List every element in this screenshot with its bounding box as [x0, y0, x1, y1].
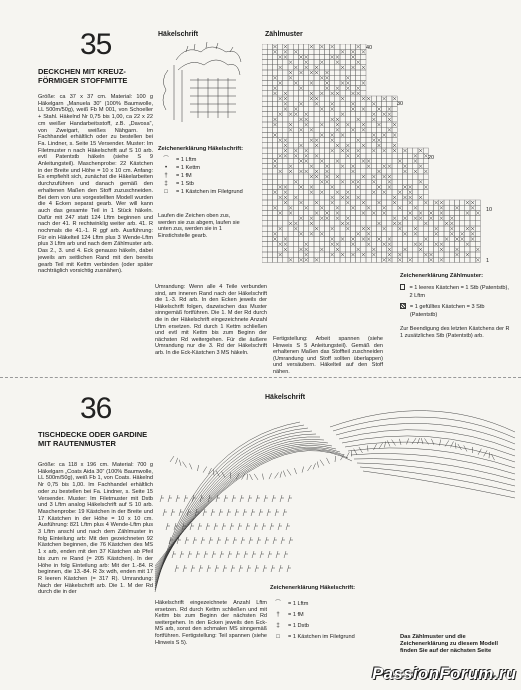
count-note-35: Zur Beendigung des letzten Kästchens der R 1 zusätzliches Stb (Patentstb) arb.: [400, 326, 510, 339]
legend-item: = 1 gefülltes Kästchen = 3 Stb (Patentstb): [400, 303, 510, 319]
mid-text-36: Häkelschrift eingezeichnete Anzahl Lftm ersetzen. Rd durch Kettm schließen und mit Kettm bis zum Beginn der nächsten Rd weitergehen. In den Ecken jeweils den Eck-MS arb, sonst den schmalen MS sinngemäß fortführen. Fertigstellung: Teil spannen (siehe Hinweis S 5).: [155, 600, 267, 646]
pattern-title-35: DECKCHEN MIT KREUZ-FÖRMIGER STOFFMITTE: [38, 67, 128, 85]
umrandung-text-35: Umrandung: Wenn alle 4 Teile verbunden sind, am inneren Rand nach der Häkelschrift die 1.-3. Rd arb. In den Ecken jeweils der Häkelschrift folgen, dazwischen das Muster sinngemäß fortführen. Die 1. M der Rd durch die in der Häkelschrift eingezeichnete Anzahl Lftm ersetzen. Rd durch 1 Kettm schließen und evtl mit Kettm bis zum Beginn der nächsten Rd weitergehen. Für die äußere Umrandung nur die 3. Rd der Häkelschrift arb. In die Eck-Kästchen 3 MS häkeln.: [155, 284, 267, 356]
single-crochet-icon: †: [164, 173, 168, 179]
chain-stitch-icon: ⌒: [274, 601, 281, 607]
legend-list-35: [160, 156, 243, 196]
legend-item: • = 1 Kettm: [160, 164, 243, 172]
axis-label-20: 20: [428, 155, 435, 161]
legend-item: † = 1 fM: [160, 172, 243, 180]
pattern-text-36: Größe: ca 118 x 196 cm. Material: 700 g Häkelgarn „Coats Aida 30“ (100% Baumwolle, LL 500m/50g), weiß Fb 1, von Coats. Häkelnd Nr 0,75 bis 1,00. Im Fachhandel erhältlich oder zu bestellen bei Fa. Lindner, s. Seite 15 Versender. Muster: Im Filetmuster mit Dstb und 3 Lftm analog Häkelschrift auf S 10 arb. Maschenprobe: 19 Kästchen in der Breite und 17 Kästchen in der Höhe = 10 x 10 cm. Ausführung: 821 Lftm plus 4 Wende-Lftm plus 3 Lftm anschl und nach dem Zählmuster in folg Einteilung arb: Mit den gezeichneten 92 Kästchen beginnen, die 76 Kästchen des MS 1 x arb, enden mit den 37 Kästchen ab Pfeil bis zum re Rand (= 205 Kästchen). In der Höhe in folg Einteilung arb: Mit der 1.-84. R beginnen, die 13.-84. R 3x wdh, enden mit 17 R leeren Kästchen (= 317 R). Umrandung: Nach der Häkelschrift arb. Die 1. M der Rd durch die in der: [38, 462, 153, 596]
legend-title-35: Zeichenerklärung Häkelschrift:: [158, 146, 244, 152]
treble-crochet-icon: ‡: [276, 623, 280, 629]
pattern-title-36: TISCHDECKE ODER GARDINE MIT RAUTENMUSTER: [38, 430, 148, 448]
legend-item: = 1 leeres Kästchen = 1 Stb (Patentstb), 2 Lftm: [400, 284, 510, 300]
filet-square-icon: □: [276, 634, 280, 640]
pattern-number-35: 35: [80, 28, 112, 61]
axis-label-1: 1: [486, 258, 490, 264]
filet-square-icon: □: [164, 189, 168, 195]
legend-title-36: Zeichenerklärung Häkelschrift:: [270, 585, 356, 591]
filet-count-chart-35: [262, 44, 484, 268]
watermark-logo: PassionForum.ru: [372, 664, 517, 683]
axis-label-10: 10: [486, 207, 493, 213]
crochet-chart-title-35: Häkelschrift: [158, 31, 199, 38]
legend-list-36: [272, 599, 355, 643]
slip-stitch-icon: •: [164, 165, 168, 171]
chain-stitch-icon: ⌒: [162, 157, 169, 163]
filled-square-icon: [400, 303, 406, 309]
fertigstellung-text-35: Fertigstellung: Arbeit spannen (siehe Hinweis S 5 Anleitungsteil). Gemäß den erhaltenen Maßen das Stoffteil zuschneiden (Umrandung und Stoff sollten überlappen) und versäubern. Häkelteil auf den Stoff nähen.: [273, 336, 383, 375]
legend-item: □ = 1 Kästchen im Filetgrund: [160, 188, 243, 196]
legend-item: ⌒ = 1 Lftm: [272, 599, 355, 610]
empty-square-icon: [400, 284, 405, 290]
section-divider: [0, 377, 521, 378]
count-chart-title-35: Zählmuster: [265, 31, 303, 38]
crochet-note-35: Laufen die Zeichen oben zus, werden sie zus abgem, laufen sie unten zus, werden sie in 1 Einstichstelle gearb.: [158, 213, 240, 239]
legend-item: ⌒ = 1 Lftm: [160, 156, 243, 164]
legend-item: □ = 1 Kästchen im Filetgrund: [272, 632, 355, 643]
pattern-text-35: Größe: ca 37 x 37 cm. Material: 100 g Häkelgarn „Manuela 30“ (100% Baumwolle, LL 500m/50g), weiß Fb M 001, von Schoeller + Stahl. Häkelnd Nr 0,75 bis 1,00, ca 22 x 22 cm weißer Handarbeitsstoff, z.B. „Davosa“, von Zweigart, weißes Nähgarn. Im Fachhandel erhältlich oder zu bestellen bei Fa. Lindner, s. Seite 15 Versender. Muster: Im Filetmuster n nach Häkelschrift auf S 10 arb. evtl Patentstb häkeln (siehe S 9 Anleitungsteil). Maschenprobe: 22 Kästchen in der Breite und Höhe = 10 x 10 cm. Anfang: Es empfiehlt sich, zunächst die Häkelarbeiten durchzuführen und danach gemäß den erhaltenen Maßen den Stoff zuzuschneiden. Bei dem von uns vorgestellten Modell wurden die 4 Ecken separat gearb. Wer will kann auch das gesamte Teil in 1 Stück häkeln. Dafür mit 247 statt 124 Lftm beginnen und nach der 41. R rechtwinklig weiter arb. 41. R nochmals die 41.-1. R ggf arb. Ausführung: Für ein Häkelteil 124 Lftm plus 3 Wende-Lftm plus 3 Lftm arb und nach dem Zählmuster arb. Das 2., 3. und 4. Eck genauso häkeln, dabei jeweils am seitlichen Rand mit den bereits gearb Teil mit Kettm verbinden (oder später nachträglich vorsichtig zusnähen).: [38, 94, 153, 275]
count-legend-title-35: Zeichenerklärung Zählmuster:: [400, 273, 484, 279]
crochet-diagram-36: [150, 402, 520, 597]
axis-label-40: 40: [366, 45, 373, 51]
count-legend-list-35: [400, 284, 510, 319]
crochet-chart-title-36: Häkelschrift: [265, 394, 306, 401]
legend-item: ‡ = 1 Stb: [160, 180, 243, 188]
bottom-note-36: Das Zählmuster und die Zeichenerklärung zu diesem Modell finden Sie auf der nächsten Seite: [400, 634, 498, 654]
crochet-diagram-35: [156, 40, 256, 130]
single-crochet-icon: †: [276, 612, 280, 618]
double-crochet-icon: ‡: [164, 181, 168, 187]
legend-item: ‡ = 1 Dstb: [272, 621, 355, 632]
axis-label-30: 30: [397, 101, 404, 107]
legend-item: † = 1 fM: [272, 610, 355, 621]
pattern-number-36: 36: [80, 392, 112, 425]
